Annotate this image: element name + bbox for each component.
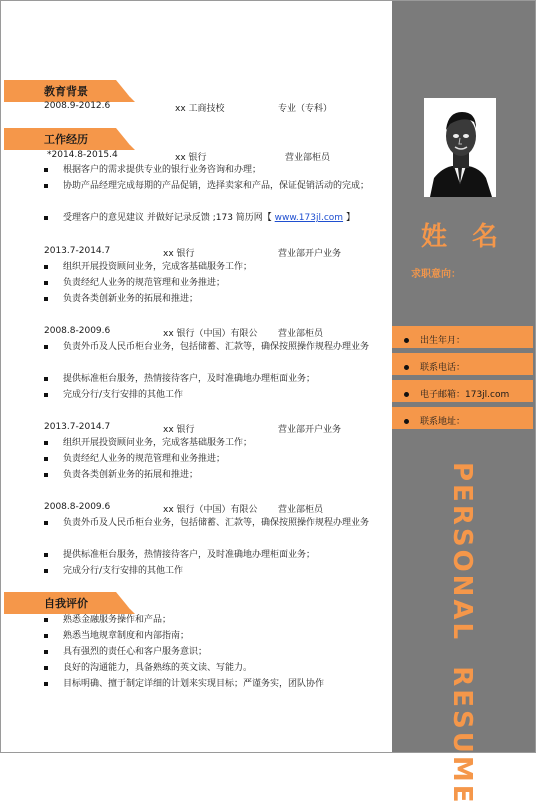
job-role: 营业部开户业务 bbox=[278, 425, 342, 435]
bullet-icon bbox=[44, 634, 48, 638]
bullet-icon bbox=[44, 281, 48, 285]
bullet-icon bbox=[44, 618, 48, 622]
contact-phone: 联系电话： bbox=[404, 360, 465, 373]
section-title: 教育背景 bbox=[44, 85, 88, 98]
bullet-icon bbox=[44, 666, 48, 670]
bullet-icon bbox=[404, 392, 409, 397]
contact-birth: 出生年月： bbox=[404, 333, 465, 346]
job-date: 2013.7-2014.7 bbox=[44, 422, 111, 432]
job-role: 营业部柜员 bbox=[278, 505, 324, 515]
candidate-name: 姓 名 bbox=[420, 222, 507, 252]
bullet-icon bbox=[44, 441, 48, 445]
contact-email: 电子邮箱：173jl.com bbox=[404, 387, 509, 400]
bullet-icon bbox=[44, 473, 48, 477]
contact-address: 联系地址： bbox=[404, 414, 465, 427]
bullet-icon bbox=[44, 553, 48, 557]
bullet-icon bbox=[44, 393, 48, 397]
bullet-icon bbox=[44, 265, 48, 269]
job-company: xx 银行 bbox=[163, 425, 195, 435]
bullet-icon bbox=[44, 345, 48, 349]
job-role: 营业部开户业务 bbox=[278, 249, 342, 259]
bullet-icon bbox=[44, 377, 48, 381]
edu-major: 专业（专科） bbox=[278, 104, 333, 114]
bullet-icon bbox=[44, 521, 48, 525]
job-company: xx 银行（中国）有限公 bbox=[163, 329, 258, 339]
section-header-self-evaluation bbox=[4, 592, 132, 614]
bullet-icon bbox=[44, 297, 48, 301]
bullet-icon bbox=[404, 419, 409, 424]
bullet-icon bbox=[44, 184, 48, 188]
bullet-icon bbox=[404, 338, 409, 343]
bullet-icon bbox=[44, 682, 48, 686]
job-company: xx 银行 bbox=[163, 249, 195, 259]
edu-date: 2008.9-2012.6 bbox=[44, 101, 111, 111]
job-date: 2008.8-2009.6 bbox=[44, 326, 111, 336]
section-header-work bbox=[4, 128, 132, 150]
job-date: 2008.8-2009.6 bbox=[44, 502, 111, 512]
edu-school: xx 工商技校 bbox=[175, 104, 225, 114]
bullet-icon bbox=[44, 457, 48, 461]
job-company: xx 银行（中国）有限公 bbox=[163, 505, 258, 515]
personal-resume-vertical-text: PERSONAL RESUME bbox=[447, 462, 477, 805]
job-date: 2013.7-2014.7 bbox=[44, 246, 111, 256]
job-date: *2014.8-2015.4 bbox=[47, 150, 118, 160]
portrait-photo bbox=[424, 98, 496, 197]
section-title: 自我评价 bbox=[44, 597, 88, 610]
website-link[interactable]: www.173jl.com bbox=[274, 213, 344, 223]
section-title: 工作经历 bbox=[44, 133, 88, 146]
job-intent-label: 求职意向： bbox=[411, 269, 461, 280]
bullet-icon bbox=[44, 569, 48, 573]
section-header-education bbox=[4, 80, 132, 102]
bullet-icon bbox=[44, 216, 48, 220]
bullet-icon bbox=[44, 168, 48, 172]
bullet-icon bbox=[404, 365, 409, 370]
bullet-icon bbox=[44, 650, 48, 654]
job-role: 营业部柜员 bbox=[285, 153, 331, 163]
job-company: xx 银行 bbox=[175, 153, 207, 163]
job-role: 营业部柜员 bbox=[278, 329, 324, 339]
